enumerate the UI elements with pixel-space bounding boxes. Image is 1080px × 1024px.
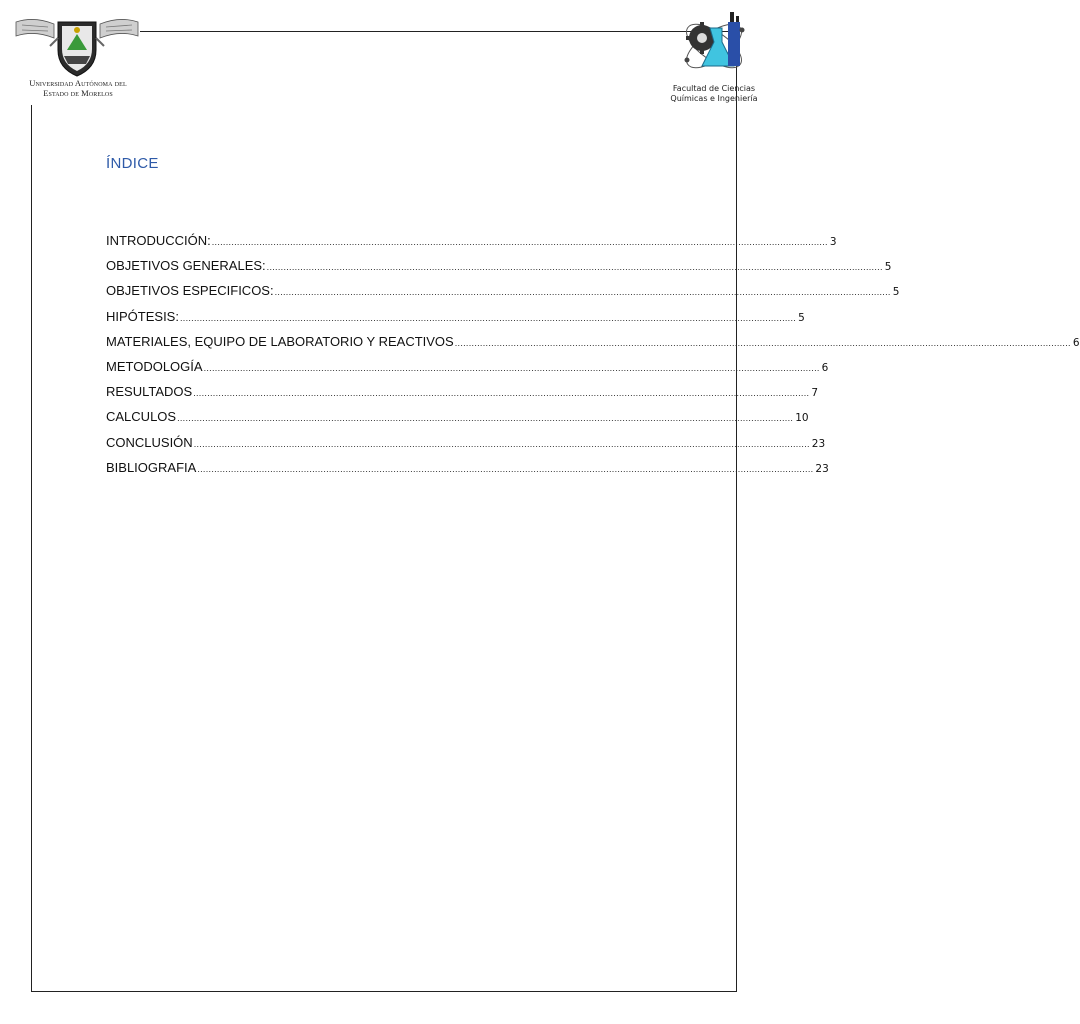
toc-entry-label: MATERIALES, EQUIPO DE LABORATORIO Y REACTIVOS: [106, 333, 454, 349]
toc-entry[interactable]: [106, 308, 805, 334]
university-crest-icon: [14, 16, 140, 78]
toc-entry-label: BIBLIOGRAFIA: [106, 459, 197, 475]
toc-entry[interactable]: [106, 283, 900, 308]
toc-entry[interactable]: [106, 233, 837, 258]
toc-leader-dots: ............................................................................................................................................................................................................................: [274, 287, 891, 298]
university-logo: [10, 10, 140, 105]
toc-leader-dots: ............................................................................................................................................................................................................................: [179, 312, 797, 323]
toc-entry-page: 3: [829, 236, 837, 248]
faculty-logo: [664, 8, 764, 108]
toc-entry[interactable]: [106, 358, 829, 384]
toc-entry-page: 5: [884, 261, 892, 274]
page-border: [31, 31, 737, 992]
toc-entry-label: CONCLUSIÓN: [106, 434, 193, 450]
university-name: [10, 78, 146, 98]
toc-leader-dots: ............................................................................................................................................................................................................................: [203, 362, 820, 373]
toc-leader-dots: ............................................................................................................................................................................................................................: [266, 262, 883, 273]
toc-entry-label: OBJETIVOS GENERALES:: [106, 258, 266, 274]
toc-entry-page: 10: [795, 412, 809, 425]
toc-entry[interactable]: [106, 409, 809, 434]
toc-entry-page: 6: [1072, 336, 1080, 349]
table-of-contents: [106, 233, 1080, 485]
faculty-name: [664, 84, 764, 104]
toc-entry-label: HIPÓTESIS:: [106, 308, 179, 324]
toc-entry[interactable]: [106, 333, 1080, 359]
toc-leader-dots: ............................................................................................................................................................................................................................: [193, 438, 810, 449]
toc-entry[interactable]: [106, 434, 826, 460]
toc-entry-page: 5: [798, 311, 805, 324]
toc-entry-label: INTRODUCCIÓN:: [106, 233, 211, 248]
toc-entry[interactable]: [106, 459, 829, 485]
toc-leader-dots: ............................................................................................................................................................................................................................: [177, 413, 794, 424]
toc-entry-page: 23: [811, 437, 826, 450]
toc-entry-page: 7: [811, 387, 818, 400]
faculty-name-line2: Químicas e Ingeniería: [670, 94, 758, 103]
toc-entry-page: 6: [821, 361, 829, 374]
toc-entry-page: 5: [892, 286, 900, 299]
faculty-emblem-icon: [678, 8, 750, 84]
toc-leader-dots: ............................................................................................................................................................................................................................: [193, 388, 810, 399]
toc-leader-dots: ............................................................................................................................................................................................................................: [197, 463, 814, 474]
toc-leader-dots: ............................................................................................................................................................................................................................: [454, 337, 1071, 348]
toc-leader-dots: ............................................................................................................................................................................................................................: [211, 237, 828, 247]
toc-entry[interactable]: [106, 384, 818, 409]
toc-entry-label: RESULTADOS: [106, 384, 193, 400]
university-name-line1: Universidad Autónoma del: [29, 78, 127, 88]
toc-entry-page: 23: [815, 462, 829, 475]
toc-entry-label: OBJETIVOS ESPECIFICOS:: [106, 283, 274, 299]
toc-entry[interactable]: [106, 258, 892, 283]
toc-entry-label: METODOLOGÍA: [106, 358, 203, 374]
index-title: ÍNDICE: [106, 155, 159, 172]
university-name-line2: Estado de Morelos: [43, 88, 113, 98]
toc-entry-label: CALCULOS: [106, 409, 177, 425]
faculty-name-line1: Facultad de Ciencias: [672, 84, 756, 93]
